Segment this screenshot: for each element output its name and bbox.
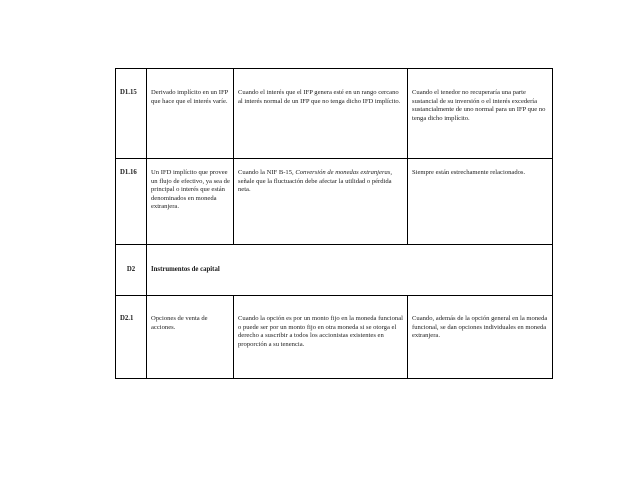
condition-text-prefix: Cuando la NIF B-15, xyxy=(238,169,296,176)
row-description: Un IFD implícito que provee un flujo de efectivo, ya sea de principal o interés que están denominados en moneda extranjera. xyxy=(147,159,234,245)
row-code: D1.16 xyxy=(116,159,147,245)
table-row xyxy=(116,296,553,379)
table-row xyxy=(116,69,553,159)
section-row xyxy=(116,245,553,296)
row-condition: Cuando la opción es por un monto fijo en la moneda funcional o puede ser por un monto fijo en otra moneda si se otorga el derecho a suscribir a todos los accionistas existentes en proporción a su tenencia. xyxy=(234,296,408,379)
row-description: Derivado implícito en un IFP que hace que el interés varíe. xyxy=(147,69,234,159)
row-code: D1.15 xyxy=(116,69,147,159)
section-title: Instrumentos de capital xyxy=(147,245,553,296)
row-relation: Siempre están estrechamente relacionados. xyxy=(408,159,553,245)
rules-table xyxy=(115,68,553,379)
row-description: Opciones de venta de acciones. xyxy=(147,296,234,379)
table-row xyxy=(116,159,553,245)
condition-text-italic: Conversión de monedas extranjeras xyxy=(295,169,391,176)
row-condition: Cuando el interés que el IFP genera esté en un rango cercano al interés normal de un IFP que no tenga dicho IFD implícito. xyxy=(234,69,408,159)
condition-text-suffix: , señale que la fluctuación debe afectar la utilidad o pérdida neta. xyxy=(238,169,393,194)
section-code: D2 xyxy=(116,245,147,296)
row-code: D2.1 xyxy=(116,296,147,379)
row-relation: Cuando, además de la opción general en la moneda funcional, se dan opciones individuales en moneda extranjera. xyxy=(408,296,553,379)
row-relation: Cuando el tenedor no recuperaría una parte sustancial de su inversión o el interés excedería sustancialmente de uno normal para un IFP que no tenga dicho implícito. xyxy=(408,69,553,159)
row-condition xyxy=(234,159,408,245)
